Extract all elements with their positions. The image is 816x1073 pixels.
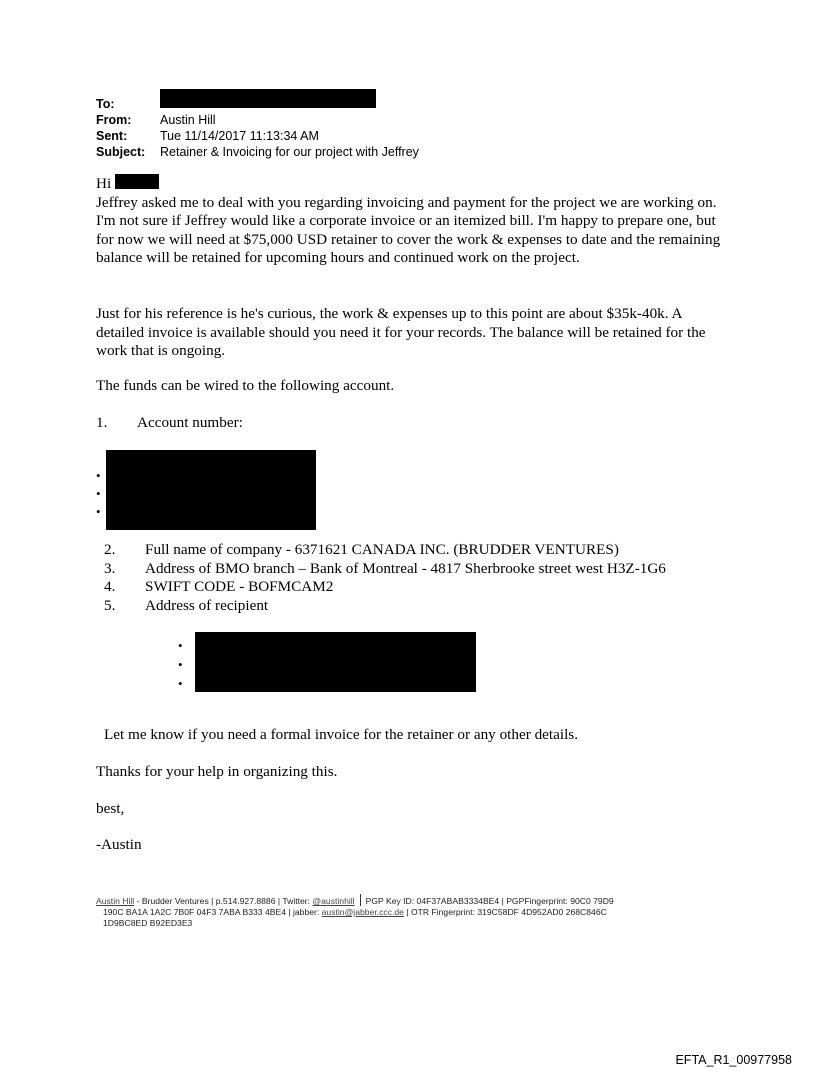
bullet-glyph: • (96, 504, 101, 519)
subject-label: Subject: (96, 145, 146, 159)
from-row (96, 112, 419, 128)
pgp-text: PGP Key ID: 04F37ABAB3334BE4 | PGPFingerprint: 90C0 79D9 (365, 896, 614, 906)
list-text: SWIFT CODE - BOFMCAM2 (145, 578, 334, 595)
list-item (104, 578, 666, 597)
list-number: 2. (104, 541, 116, 558)
closing-line-1: Let me know if you need a formal invoice for the retainer or any other details. (104, 726, 579, 743)
redaction-block (106, 450, 316, 530)
bullet-glyph: • (178, 657, 183, 672)
list-item (104, 560, 666, 579)
redaction-bar (160, 89, 376, 108)
list-number: 3. (104, 559, 116, 577)
bullet-glyph: • (96, 486, 101, 501)
bullet-glyph: • (96, 468, 101, 483)
redaction-bar (115, 174, 159, 189)
paragraph-2: Just for his reference is he's curious, the work & expenses up to this point are about $35k-40k. A detailed invoice is available should you need it for your records. The balance will be retained for the work that is ongoing. (96, 305, 706, 359)
bullet-glyph: • (178, 676, 183, 691)
list-number: 1. (96, 414, 108, 431)
to-label: To: (96, 97, 115, 111)
company-phone: - Brudder Ventures | p.514.927.8886 | Twitter: (134, 896, 313, 906)
to-row (96, 96, 419, 112)
list-number: 5. (104, 596, 116, 614)
list-text: Address of recipient (145, 596, 269, 614)
closing-line-2: Thanks for your help in organizing this. (96, 763, 338, 780)
sent-row (96, 128, 419, 144)
account-details-list (104, 541, 666, 615)
redacted-bullet-list (96, 467, 101, 521)
email-header (96, 96, 419, 160)
redacted-address-list (178, 636, 183, 693)
sent-value: Tue 11/14/2017 11:13:34 AM (160, 129, 319, 143)
list-number: 4. (104, 578, 116, 595)
email-body-intro (96, 174, 726, 268)
bullet-glyph: • (178, 638, 183, 653)
redaction-block (195, 632, 476, 692)
from-label: From: (96, 113, 132, 127)
list-text: Address of BMO branch – Bank of Montreal - 4817 Sherbrooke street west H3Z-1G6 (145, 559, 666, 577)
list-item (104, 541, 666, 560)
subject-row (96, 144, 419, 160)
sender-name: -Austin (96, 836, 142, 853)
fingerprint-text: 190C BA1A 1A2C 7B0F 04F3 7ABA B333 4BE4 | jabber: (103, 907, 322, 917)
subject-value: Retainer & Invoicing for our project with Jeffrey (160, 145, 419, 159)
twitter-link[interactable]: @austinhill (312, 896, 355, 906)
name-link[interactable]: Austin Hill (96, 896, 135, 906)
list-item (104, 597, 666, 616)
signature-line-3: 1D9BC8ED B92ED3E3 (103, 918, 193, 928)
list-text: Full name of company - 6371621 CANADA INC. (BRUDDER VENTURES) (145, 541, 619, 558)
paragraph-1: Jeffrey asked me to deal with you regarding invoicing and payment for the project we are working on. I'm not sure if Jeffrey would like a corporate invoice or an itemized bill. I'm happy to prepare one, but for now we will need at $75,000 USD retainer to cover the work & expenses to date and the remaining balance will be retained for upcoming hours and continued work on the project. (96, 193, 721, 266)
from-value: Austin Hill (160, 113, 216, 127)
sign-off: best, (96, 800, 125, 817)
list-text: Account number: (137, 414, 243, 431)
greeting-line (96, 174, 726, 194)
paragraph-3: The funds can be wired to the following account. (96, 377, 395, 394)
separator-line (360, 894, 361, 906)
email-signature (96, 894, 716, 929)
otr-text: | OTR Fingerprint: 319C58DF 4D952AD0 268C846C (403, 907, 607, 917)
sent-label: Sent: (96, 129, 128, 143)
signature-line-1 (96, 896, 614, 906)
document-id: EFTA_R1_00977958 (675, 1053, 792, 1067)
signature-line-2 (96, 907, 716, 918)
jabber-link[interactable]: austin@jabber.ccc.de (321, 907, 404, 917)
greeting: Hi (96, 175, 112, 192)
